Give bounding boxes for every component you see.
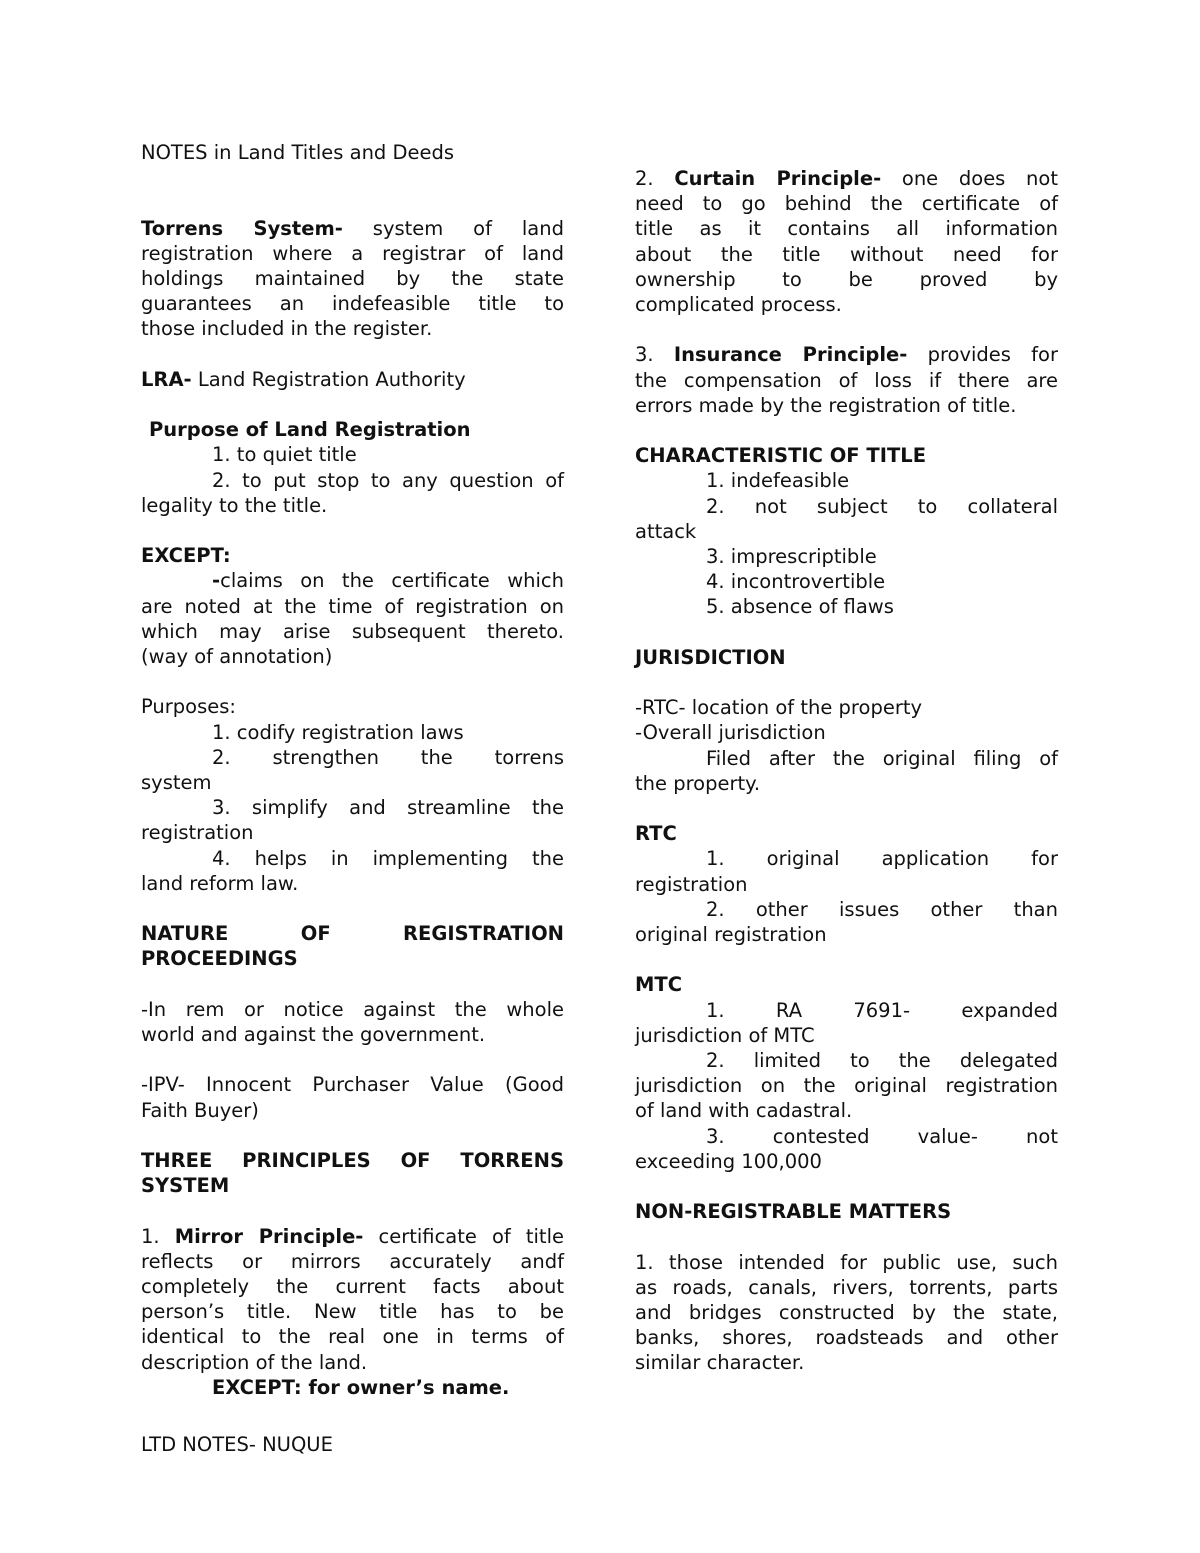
- list-item: 5. absence of flaws: [706, 595, 894, 619]
- text-line: reflects or mirrors accurately andf: [141, 1249, 564, 1273]
- list-item-continuation: system: [141, 770, 212, 794]
- list-item: 4. helps in implementing the: [212, 846, 564, 870]
- text-line: banks, shores, roadsteads and other: [635, 1326, 1058, 1350]
- term: Torrens System-: [141, 216, 343, 240]
- text-line: guarantees an indefeasible title to: [141, 292, 564, 316]
- list-item-continuation: jurisdiction on the original registration: [635, 1074, 1058, 1098]
- list-item: 1. indefeasible: [706, 469, 850, 493]
- text-line: Filed after the original filing of: [706, 746, 1058, 770]
- text-line: and bridges constructed by the state,: [635, 1301, 1058, 1325]
- term: LRA-: [141, 367, 192, 391]
- except-heading: EXCEPT:: [141, 544, 231, 568]
- text-line: as roads, canals, rivers, torrents, parts: [635, 1275, 1058, 1299]
- list-item-continuation: original registration: [635, 923, 827, 947]
- text-line: -In rem or notice against the whole: [141, 997, 564, 1021]
- text-line: title as it contains all information: [635, 217, 1058, 241]
- text-line: the property.: [635, 771, 761, 795]
- number: 3.: [635, 343, 674, 367]
- definition-text: system of land: [342, 216, 564, 240]
- text-line: (way of annotation): [141, 644, 333, 668]
- text: claims on the certificate which: [220, 569, 564, 593]
- non-registrable-heading: NON-REGISTRABLE MATTERS: [635, 1200, 952, 1224]
- list-item: 1. RA 7691- expanded: [706, 998, 1058, 1022]
- dash: -: [212, 569, 221, 593]
- document-title: NOTES in Land Titles and Deeds: [141, 141, 455, 164]
- list-item: 4. incontrovertible: [706, 570, 886, 594]
- insurance-principle: [635, 342, 1058, 367]
- except-text: [141, 568, 564, 593]
- text-line: person’s title. New title has to be: [141, 1300, 564, 1324]
- text-line: need to go behind the certificate of: [635, 192, 1058, 216]
- text-line: holdings maintained by the state: [141, 266, 564, 290]
- text-line: completely the current facts about: [141, 1274, 564, 1298]
- list-item-continuation: attack: [635, 519, 697, 543]
- list-item: 1. to quiet title: [212, 443, 357, 467]
- list-item: 3. simplify and streamline the: [212, 796, 564, 820]
- jurisdiction-heading: JURISDICTION: [635, 645, 786, 669]
- list-item: 2. strengthen the torrens: [212, 745, 564, 769]
- text-line: which may arise subsequent thereto.: [141, 619, 564, 643]
- text-line: -RTC- location of the property: [635, 696, 923, 720]
- number: 1.: [141, 1224, 175, 1248]
- definition-text: one does not: [881, 167, 1058, 190]
- list-item-continuation: exceeding 100,000: [635, 1149, 822, 1173]
- rtc-heading: RTC: [635, 822, 677, 846]
- nature-heading-cont: PROCEEDINGS: [141, 947, 298, 971]
- text-line: Faith Buyer): [141, 1098, 259, 1122]
- text-line: -Overall jurisdiction: [635, 721, 826, 745]
- text-line: the compensation of loss if there are: [635, 368, 1058, 392]
- list-item: 2. not subject to collateral: [706, 494, 1058, 518]
- list-item: 1. original application for: [706, 847, 1058, 871]
- text-line: ownership to be proved by: [635, 267, 1058, 291]
- definition-text: certificate of title: [363, 1224, 564, 1248]
- mirror-except: EXCEPT: for owner’s name.: [212, 1375, 510, 1399]
- lra-definition: [141, 367, 564, 392]
- term: Curtain Principle-: [674, 167, 882, 190]
- three-principles-heading-cont: SYSTEM: [141, 1174, 230, 1198]
- text-line: about the title without need for: [635, 242, 1058, 266]
- text-line: those included in the register.: [141, 317, 433, 341]
- term: Insurance Principle-: [673, 343, 908, 367]
- text-line: complicated process.: [635, 293, 842, 317]
- text-line: errors made by the registration of title.: [635, 393, 1017, 417]
- list-item: 2. other issues other than: [706, 897, 1058, 921]
- term: Mirror Principle-: [174, 1224, 364, 1248]
- text-line: identical to the real one in terms of: [141, 1325, 564, 1349]
- list-item-continuation: registration: [141, 821, 254, 845]
- three-principles-heading: THREE PRINCIPLES OF TORRENS: [141, 1148, 564, 1172]
- page-footer: LTD NOTES- NUQUE: [141, 1433, 333, 1456]
- text-line: 1. those intended for public use, such: [635, 1250, 1058, 1274]
- list-item: 2. limited to the delegated: [706, 1049, 1058, 1073]
- purpose-heading: Purpose of Land Registration: [149, 418, 471, 442]
- list-item-continuation: legality to the title.: [141, 493, 328, 517]
- list-item: 3. contested value- not: [706, 1124, 1058, 1148]
- text-line: world and against the government.: [141, 1022, 486, 1046]
- list-item-continuation: of land with cadastral.: [635, 1099, 853, 1123]
- text-line: description of the land.: [141, 1350, 368, 1374]
- left-column: [141, 140, 564, 1400]
- curtain-principle: [635, 166, 1058, 191]
- mirror-principle: [141, 1224, 564, 1249]
- list-item-continuation: land reform law.: [141, 871, 299, 895]
- definition-text: provides for: [907, 343, 1058, 367]
- list-item-continuation: jurisdiction of MTC: [635, 1023, 815, 1047]
- mtc-heading: MTC: [635, 973, 683, 997]
- number: 2.: [635, 167, 675, 190]
- list-item: 1. codify registration laws: [212, 720, 464, 744]
- text-line: are noted at the time of registration on: [141, 594, 564, 618]
- nature-heading: NATURE OF REGISTRATION: [141, 922, 564, 946]
- list-item: 3. imprescriptible: [706, 545, 877, 569]
- text-line: registration where a registrar of land: [141, 241, 564, 265]
- purposes-heading: Purposes:: [141, 695, 236, 719]
- definition-text: Land Registration Authority: [191, 367, 466, 391]
- characteristic-heading: CHARACTERISTIC OF TITLE: [635, 444, 927, 468]
- text-line: -IPV- Innocent Purchaser Value (Good: [141, 1073, 564, 1097]
- right-column: [635, 166, 1058, 1376]
- list-item: 2. to put stop to any question of: [212, 468, 564, 492]
- list-item-continuation: registration: [635, 872, 748, 896]
- text-line: similar character.: [635, 1351, 805, 1375]
- torrens-system-definition: [141, 216, 564, 241]
